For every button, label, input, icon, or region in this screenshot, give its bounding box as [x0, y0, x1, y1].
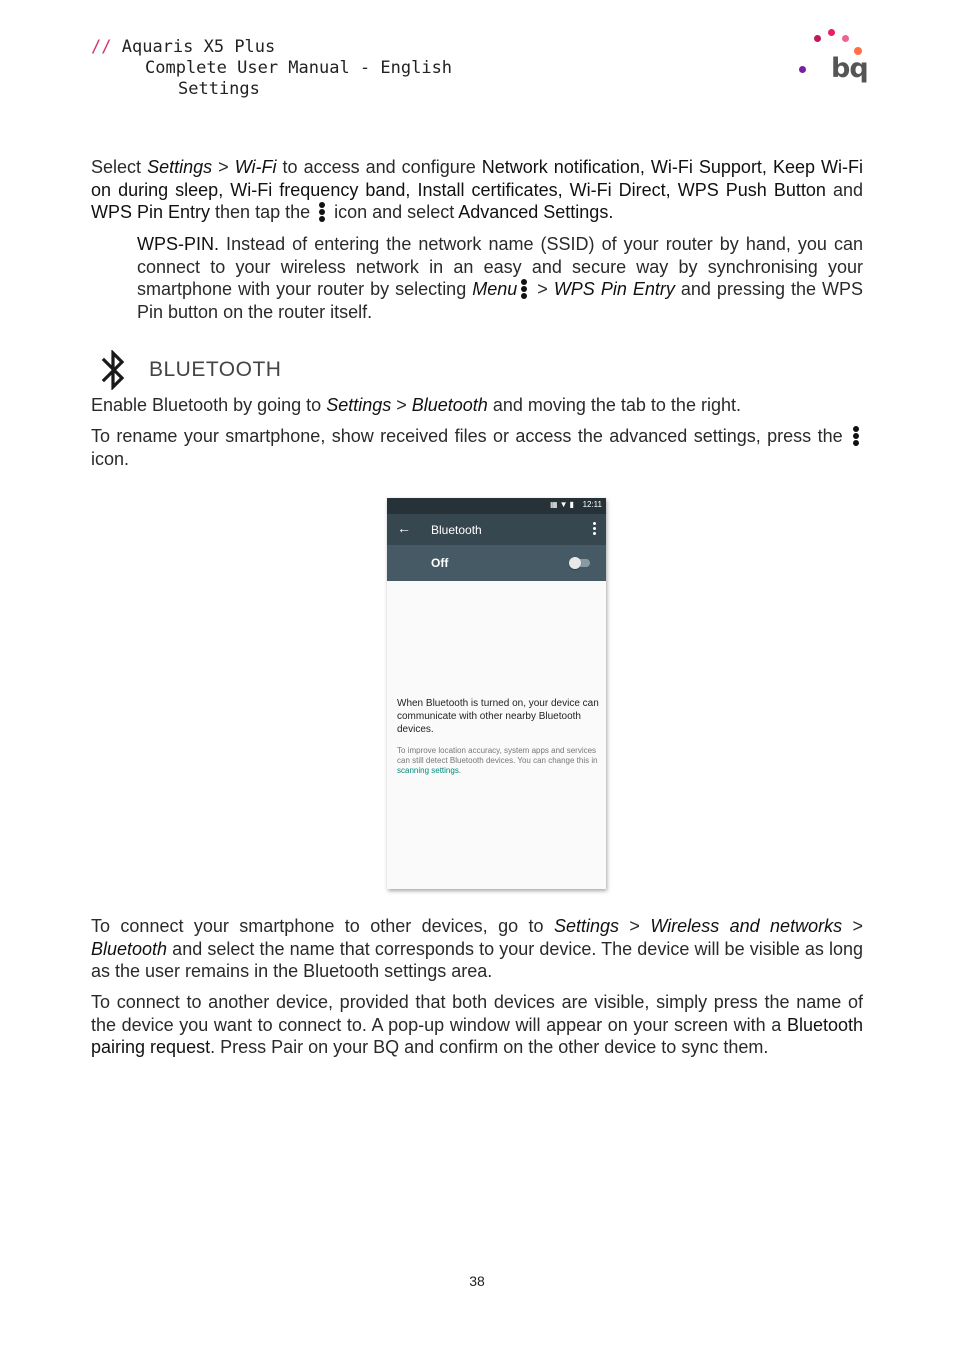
switch-label: Off: [431, 556, 449, 570]
bluetooth-toggle[interactable]: [571, 559, 590, 567]
status-time: 12:11: [582, 500, 602, 509]
header-slashes: //: [91, 37, 112, 57]
bluetooth-icon: [100, 350, 128, 390]
kebab-menu-icon: [852, 426, 860, 446]
manual-title: Complete User Manual - English: [145, 58, 453, 78]
pairing-paragraph: To connect to another device, provided that both devices are visible, simply press the name of the device you want to connect to. A pop-up window will appear on your screen with a Bluetooth pairing request. Press Pair on your BQ and confirm on the other device to sync them.: [91, 992, 863, 1057]
scanning-settings-link[interactable]: scanning settings: [397, 766, 459, 775]
app-bar: [387, 514, 606, 545]
section-title-bluetooth: BLUETOOTH: [149, 358, 282, 381]
status-bar: [387, 498, 606, 514]
enable-bluetooth-paragraph: Enable Bluetooth by going to Settings > Bluetooth and moving the tab to the right.: [91, 395, 741, 415]
bluetooth-info-text: When Bluetooth is turned on, your device can communicate with other nearby Bluetooth devices.: [397, 698, 599, 735]
scanning-info-text: To improve location accuracy, system apps and services can still detect Bluetooth devices. You can change this in scanning settings.: [397, 746, 598, 775]
logo-dot: [828, 29, 835, 36]
logo-text: bq: [831, 53, 868, 84]
logo-dot: [842, 35, 849, 42]
overflow-menu-icon[interactable]: [593, 522, 597, 536]
toggle-knob: [569, 557, 581, 569]
header-title-line: [91, 37, 275, 58]
chapter-title: Settings: [178, 79, 260, 99]
back-arrow-icon[interactable]: ←: [397, 520, 411, 536]
logo-dot: [814, 35, 821, 42]
bluetooth-settings-screenshot: [387, 498, 606, 889]
wps-pin-paragraph: WPS-PIN. Instead of entering the network name (SSID) of your router by hand, you can connect to your wireless network in an easy and secure way by synchronising your smartphone with your router by selecting Menu > WPS Pin Entry and pressing the WPS Pin button on the router itself.: [137, 234, 864, 322]
rename-paragraph: To rename your smartphone, show received files or access the advanced settings, press the icon.: [91, 425, 863, 470]
kebab-menu-icon: [318, 202, 326, 222]
wifi-settings-paragraph: Select Settings > Wi-Fi to access and configure Network notification, Wi-Fi Support, Keep Wi-Fi on during sleep, Wi-Fi frequency band, Install certificates, Wi-Fi Direct, WPS Push Button and WPS Pin Entry then tap the icon and select Advanced Settings.: [91, 157, 864, 222]
page-number: 38: [469, 1273, 485, 1289]
screen-title: Bluetooth: [431, 523, 482, 537]
kebab-menu-icon: [520, 279, 528, 299]
bq-logo: [795, 27, 870, 95]
status-icons: ▦▼▮: [550, 500, 576, 509]
bluetooth-switch-bar[interactable]: [387, 545, 606, 581]
product-name: Aquaris X5 Plus: [121, 37, 276, 57]
connect-devices-paragraph: To connect your smartphone to other devices, go to Settings > Wireless and networks > Bluetooth and select the name that corresponds to your device. The device will be visible as long as the user remains in the Bluetooth settings area.: [91, 916, 864, 981]
logo-dot: [799, 66, 806, 73]
